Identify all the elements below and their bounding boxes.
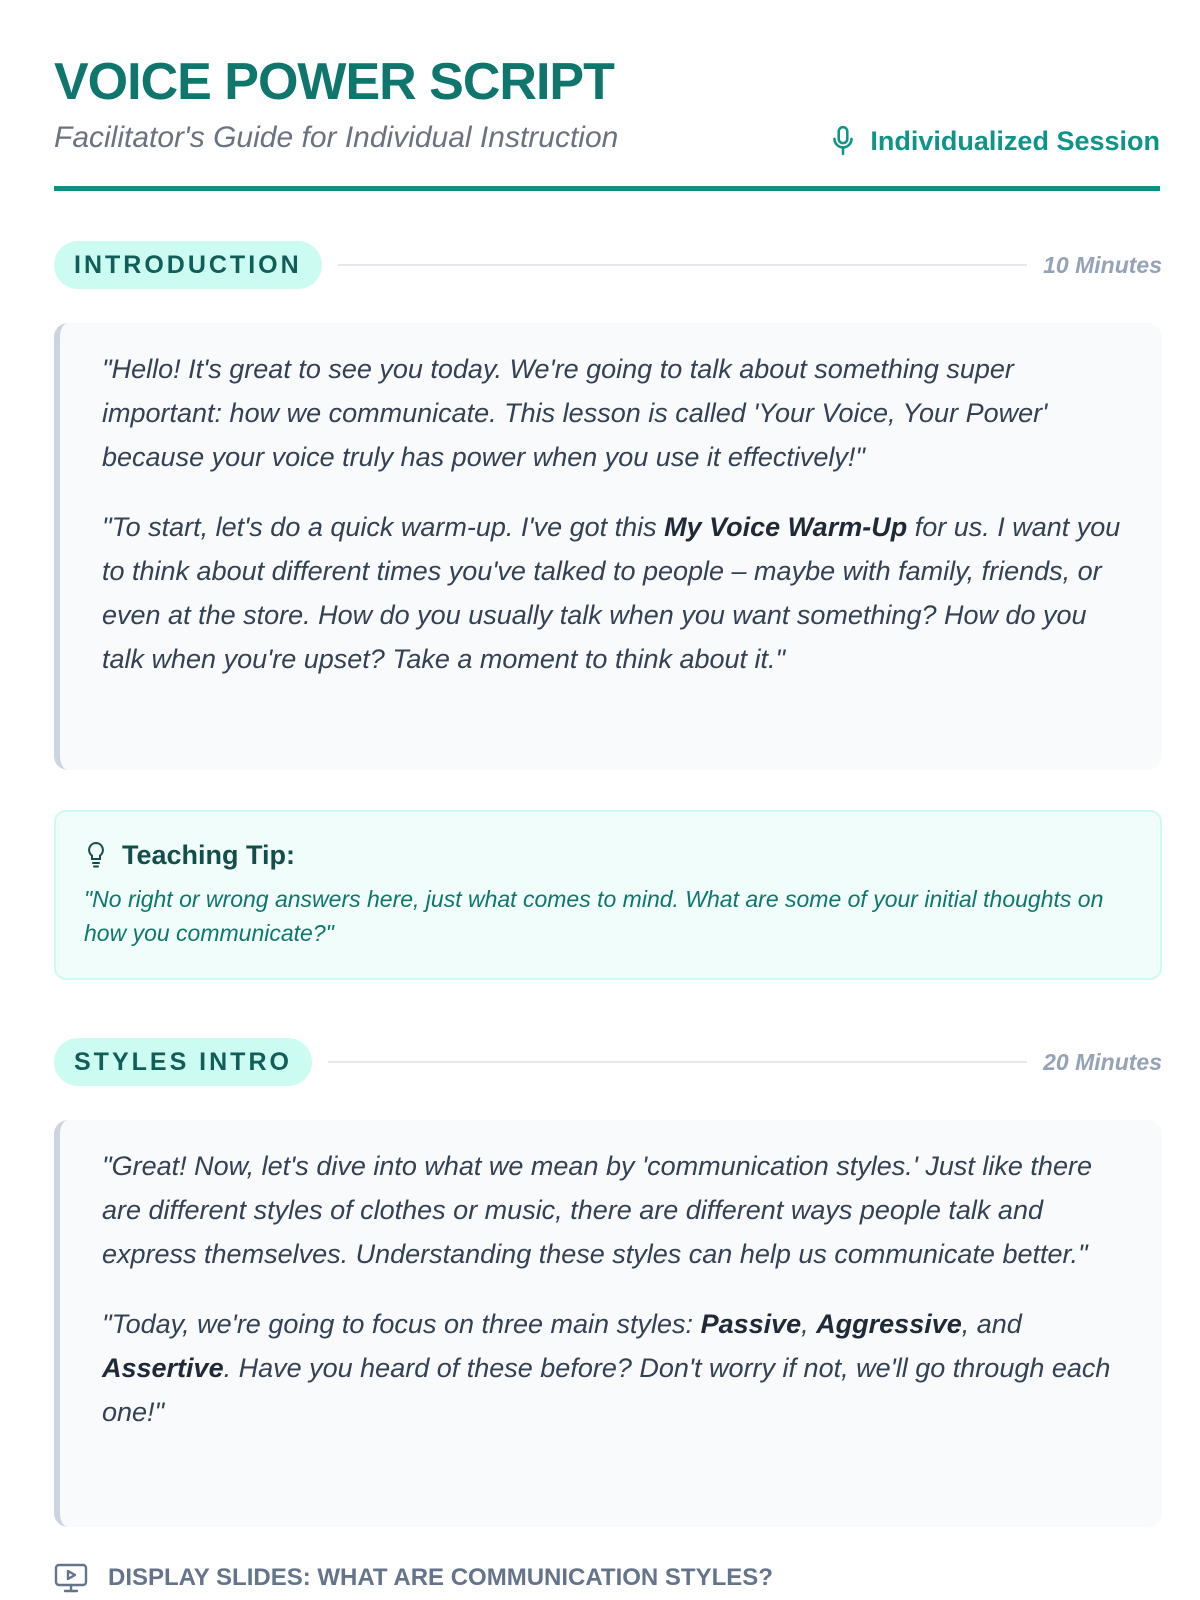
script-paragraph [102, 1144, 1122, 1276]
lightbulb-icon [84, 840, 108, 870]
page-title: VOICE POWER SCRIPT [54, 53, 614, 111]
script-paragraph [102, 347, 1122, 479]
tip-heading-text: Teaching Tip: [122, 840, 296, 870]
section-duration: 20 Minutes [1043, 1048, 1162, 1075]
session-label: Individualized Session [870, 126, 1160, 156]
script-emphasis: Passive [700, 1309, 802, 1339]
section-divider [338, 264, 1027, 266]
script-paragraph [102, 505, 1122, 681]
script-box-introduction [54, 323, 1162, 770]
section-header-introduction [54, 241, 1162, 289]
script-paragraph [102, 1302, 1122, 1434]
section-label: STYLES INTRO [54, 1038, 312, 1086]
display-slides-label: DISPLAY SLIDES: WHAT ARE COMMUNICATION STYLES? [108, 1564, 773, 1591]
section-duration: 10 Minutes [1043, 251, 1162, 278]
presentation-icon [54, 1562, 88, 1594]
display-slides-cue [54, 1562, 773, 1594]
script-text: "Great! Now, let's dive into what we mean by 'communication styles.' Just like there are different styles of clothes or music, there are different ways people talk and express themselves. Understanding these styles can help us communicate better." [102, 1151, 1092, 1269]
microphone-icon [830, 125, 856, 157]
tip-heading [84, 838, 1132, 872]
section-header-styles-intro [54, 1038, 1162, 1086]
header-divider [54, 186, 1160, 191]
script-box-styles-intro [54, 1120, 1162, 1527]
script-text: "To start, let's do a quick warm-up. I've got this [102, 512, 665, 542]
tip-text: "No right or wrong answers here, just what comes to mind. What are some of your initial thoughts on how you communicate?" [84, 886, 1104, 946]
script-emphasis: My Voice Warm-Up [664, 512, 908, 542]
script-text: "Today, we're going to focus on three main styles: [102, 1309, 701, 1339]
script-text: for us. I want you to think about different times you've talked to people – maybe with family, friends, or even at the store. How do you usually talk when you want something? How do you talk when you're upset? Take a moment to think about it." [102, 512, 1121, 674]
session-badge [830, 124, 1160, 158]
teaching-tip [54, 810, 1162, 980]
script-emphasis: Assertive [102, 1353, 224, 1383]
section-divider [328, 1061, 1027, 1063]
section-label: INTRODUCTION [54, 241, 322, 289]
page-subtitle: Facilitator's Guide for Individual Instruction [54, 121, 619, 154]
script-text: "Hello! It's great to see you today. We're going to talk about something super important: how we communicate. This lesson is called 'Your Voice, Your Power' because your voice truly has power when you use it effectively!" [102, 354, 1048, 472]
script-text: . Have you heard of these before? Don't worry if not, we'll go through each one!" [102, 1353, 1111, 1427]
script-text: , and [961, 1309, 1022, 1339]
script-text: , [801, 1309, 817, 1339]
script-emphasis: Aggressive [816, 1309, 962, 1339]
